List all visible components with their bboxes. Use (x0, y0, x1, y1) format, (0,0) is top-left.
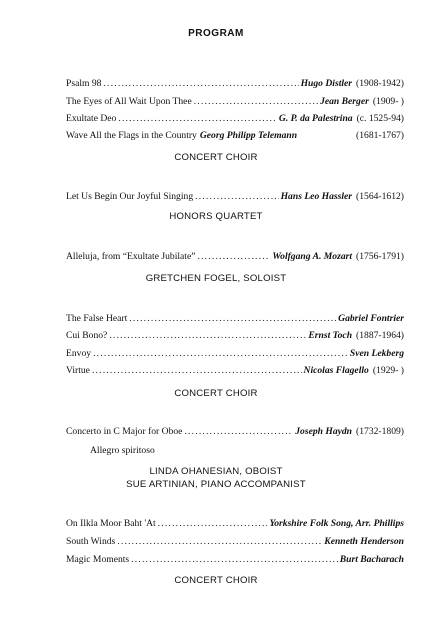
composer-name: Sven Lekberg (349, 348, 404, 359)
piece-title: On Ilkla Moor Baht 'At (66, 518, 156, 529)
composer-dates: (1929- ) (372, 365, 404, 376)
composer-name: Hans Leo Hassler (280, 191, 353, 202)
composer-name: Hugo Distler (300, 78, 353, 89)
page-title: PROGRAM (188, 28, 244, 39)
piece-title: Psalm 98 (66, 78, 102, 89)
piece-title: The False Heart (66, 313, 128, 324)
composer-name: Yorkshire Folk Song, Arr. Phillips (269, 518, 404, 529)
composer-dates: (1756-1791) (356, 251, 404, 262)
program-entry (66, 348, 404, 360)
piece-title: The Eyes of All Wait Upon Thee (66, 96, 192, 107)
composer-name: Kenneth Henderson (324, 536, 404, 547)
leader-dots (131, 554, 338, 566)
piece-title: Concerto in C Major for Oboe (66, 426, 183, 437)
composer-name: Gabriel Fontrier (338, 313, 404, 324)
leader-dots (109, 330, 306, 342)
leader-dots (103, 78, 298, 90)
performer-heading: CONCERT CHOIR (174, 152, 258, 163)
program-entry (66, 251, 404, 263)
composer-dates: (1564-1612) (356, 191, 404, 202)
performer-heading: SUE ARTINIAN, PIANO ACCOMPANIST (126, 479, 306, 490)
leader-dots (117, 536, 322, 548)
composer-dates: (c. 1525-94) (356, 113, 404, 124)
program-entry (66, 330, 404, 342)
program-entry (66, 554, 404, 566)
piece-title: South Winds (66, 536, 116, 547)
program-entry (66, 536, 404, 548)
composer-name: Joseph Haydn (295, 426, 353, 437)
leader-dots (92, 365, 302, 377)
leader-dots (158, 518, 268, 530)
performer-heading: CONCERT CHOIR (174, 388, 258, 399)
program-entry (66, 518, 404, 530)
movement-title: Allegro spiritoso (90, 445, 155, 456)
program-entry (66, 191, 404, 203)
performer-heading: CONCERT CHOIR (174, 575, 258, 586)
program-entry (66, 365, 404, 377)
composer-dates: (1732-1809) (356, 426, 404, 437)
composer-dates: (1909- ) (372, 96, 404, 107)
composer-name: Georg Philipp Telemann (199, 130, 298, 141)
composer-dates: (1681-1767) (356, 130, 404, 141)
leader-dots (129, 313, 336, 325)
program-entry (66, 313, 404, 325)
composer-dates: (1908-1942) (356, 78, 404, 89)
program-entry (66, 130, 404, 142)
composer-name: Nicolas Flagello (303, 365, 369, 376)
leader-dots (118, 113, 277, 125)
composer-name: Ernst Toch (308, 330, 353, 341)
leader-dots (197, 251, 270, 263)
composer-dates: (1887-1964) (356, 330, 404, 341)
piece-title: Virtue (66, 365, 90, 376)
program-entry (66, 426, 404, 438)
performer-heading: LINDA OHANESIAN, OBOIST (149, 466, 283, 477)
program-entry (66, 113, 404, 125)
composer-name: Jean Berger (320, 96, 369, 107)
program-entry (66, 96, 404, 108)
piece-title: Alleluja, from “Exultate Jubilate” (66, 251, 196, 262)
performer-heading: HONORS QUARTET (169, 211, 263, 222)
composer-name: G. P. da Palestrina (278, 113, 353, 124)
performer-heading: GRETCHEN FOGEL, SOLOIST (145, 273, 287, 284)
piece-title: Cui Bono? (66, 330, 108, 341)
leader-dots (93, 348, 348, 360)
program-entry (66, 78, 404, 90)
piece-title: Let Us Begin Our Joyful Singing (66, 191, 194, 202)
leader-dots (194, 96, 318, 108)
piece-title: Exultate Deo (66, 113, 117, 124)
piece-title: Magic Moments (66, 554, 130, 565)
piece-title: Envoy (66, 348, 92, 359)
piece-title: Wave All the Flags in the Country (66, 130, 197, 141)
leader-dots (184, 426, 293, 438)
composer-name: Wolfgang A. Mozart (272, 251, 353, 262)
composer-name: Burt Bacharach (339, 554, 404, 565)
leader-dots (195, 191, 278, 203)
